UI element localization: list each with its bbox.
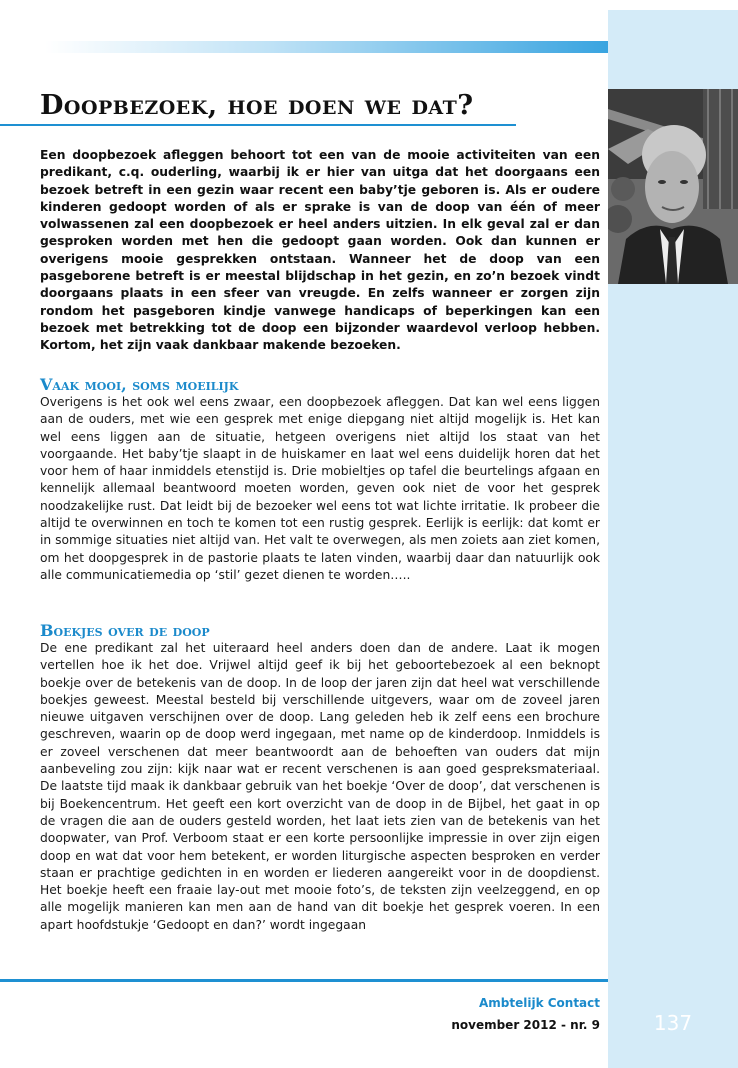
intro-paragraph: Een doopbezoek afleggen behoort tot een van de mooie activiteiten van een predikant, c.q. ouderling, waarbij ik er hier van uitga dat het doorgaans een bezoek betreft in een gezin waar recent een baby’tje geboren is. Als er oudere kinderen gedoopt worden of als er sprake is van de doop van één of meer volwassenen zal een doopbezoek er heel anders uitzien. In elk geval zal er dan gesproken worden met hen die gedoopt gaan worden. Ook dan kunnen er overigens mooie gesprekken ontstaan. Wanneer het de doop van een pasgeborene betreft is er meestal blijdschap in het gezin, en zo’n bezoek vindt doorgaans plaats in een sfeer van vreugde. En zelfs wanneer er zorgen zijn rondom het pasgeboren kindje vanwege handicaps of beperkingen kan een bezoek met betrekking tot de doop een bijzonder waardevol verloop hebben. Kortom, het zijn vaak dankbaar makende bezoeken. [40, 148, 600, 353]
section-heading-vaak-mooi: Vaak mooi, soms moeilijk [40, 375, 239, 394]
footer-rule [0, 979, 608, 982]
section-heading-boekjes: Boekjes over de doop [40, 621, 210, 640]
section-body-boekjes: De ene predikant zal het uiteraard heel anders doen dan de andere. Laat ik mogen vertellen hoe ik het doe. Vrijwel altijd geef ik bij het geboortebezoek al een beknopt boekje over de betekenis van de doop. In de loop der jaren zijn dat heel wat verschillende boekjes geweest. Meestal besteld bij verschillende uitgevers, waar om de zoveel jaren nieuwe uitgaven verschijnen over de doop. Lang geleden heb ik zelf eens een brochure geschreven, waarin op de doop werd ingegaan, met name op de kinderdoop. Inmiddels is er zoveel verschenen dat meer beantwoordt aan de behoeften van ouders dat mijn aanbeveling zou zijn: kijk naar wat er recent verschenen is aan goed gespreksmateriaal. De laatste tijd maak ik dankbaar gebruik van het boekje ‘Over de doop’, dat verschenen is bij Boekencentrum. Het geeft een kort overzicht van de doop in de Bijbel, het gaat in op de vragen die aan de ouders gesteld worden, het laat iets zien van de betekenis van het doopwater, van Prof. Verboom staat er een korte persoonlijke impressie in over zijn eigen doop en wat dat voor hem betekent, er worden liturgische aspecten besproken en verder staan er prachtige gedichten in en worden er liederen aangereikt voor in de doopdienst. Het boekje heeft een fraaie lay-out met mooie foto’s, de teksten zijn veelzeggend, en op alle mogelijk manieren kan men aan de hand van dit boekje het gesprek voeren. In een apart hoofdstukje ‘Gedoopt en dan?’ wordt ingegaan [40, 641, 600, 932]
top-gradient-bar [45, 41, 608, 53]
issue-info: november 2012 - nr. 9 [451, 1018, 600, 1032]
title-underline [0, 124, 516, 126]
article-title: Doopbezoek, hoe doen we dat? [40, 90, 474, 121]
author-photo [608, 89, 738, 284]
section-body-vaak-mooi: Overigens is het ook wel eens zwaar, een doopbezoek afleggen. Dat kan wel eens liggen aan de ouders, met wie een gesprek met enige diepgang niet altijd mogelijk is. Het kan wel eens liggen aan de situatie, hetgeen overigens niet altijd los staat van het voorgaande. Het baby’tje slaapt in de huiskamer en laat wel eens duidelijk horen dat het voor hem of haar inmiddels etenstijd is. Drie mobieltjes op tafel die beurtelings afgaan en kennelijk allemaal beantwoord moeten worden, geven ook niet de voor het gesprek noodzakelijke rust. Dat leidt bij de bezoeker wel eens tot wat lichte irritatie. Ik probeer die altijd te overwinnen en toch te komen tot een rustig gesprek. Eerlijk is eerlijk: dat komt er in sommige situaties niet altijd van. Het valt te overwegen, als men zoiets aan ziet komen, om het doopgesprek in de pastorie plaats te laten vinden, waarbij daar dan natuurlijk ook alle communicatiemedia op ‘stil’ gezet dienen te worden….. [40, 395, 600, 582]
publication-name: Ambtelijk Contact [478, 996, 600, 1010]
page-number: 137 [653, 1011, 693, 1035]
